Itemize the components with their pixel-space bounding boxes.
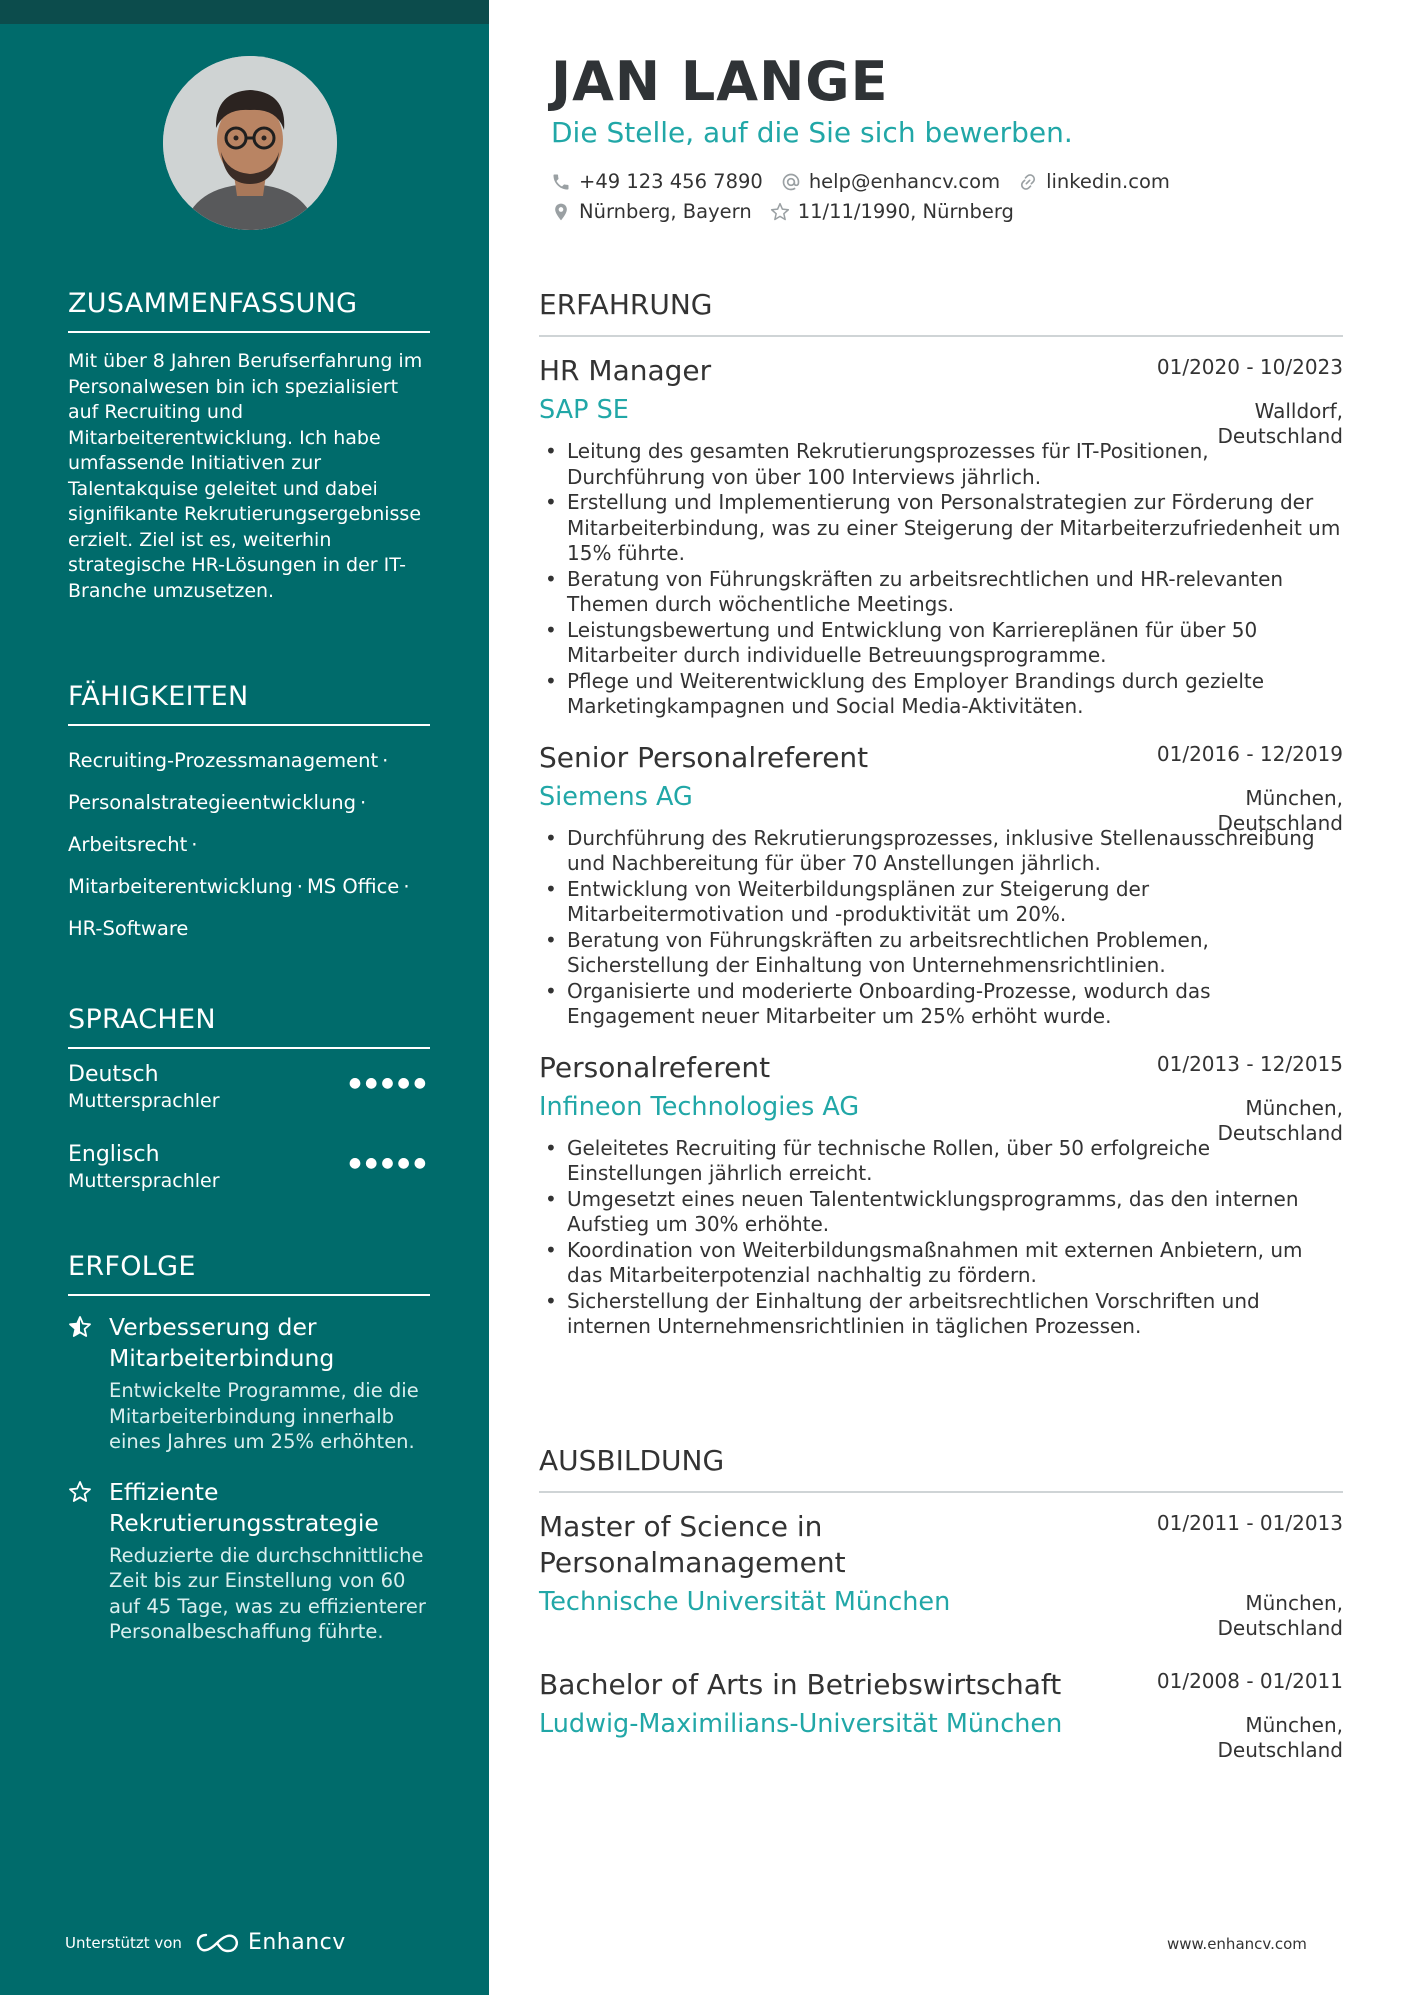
bullet-item: • Entwicklung von Weiterbildungsplänen zur Steigerung der Mitarbeitermotivation und -produktivität um 20%. <box>539 877 1343 928</box>
bullet-item: • Beratung von Führungskräften zu arbeitsrechtlichen Problemen, Sicherstellung der Einhaltung von Unternehmensrichtlinien. <box>539 928 1343 979</box>
skill-item: Mitarbeiterentwicklung <box>68 875 293 898</box>
location-city: München, <box>1245 1713 1343 1737</box>
candidate-name: JAN LANGE <box>551 50 889 113</box>
language-name: Englisch <box>68 1142 160 1167</box>
experience-bullets <box>539 826 1343 1030</box>
skill-separator: · <box>296 875 303 898</box>
achievements-section <box>68 1251 430 1645</box>
skill-separator: · <box>360 791 367 814</box>
languages-section <box>68 1004 430 1221</box>
skills-section <box>68 681 430 950</box>
experience-date: 01/2013 - 12/2015 <box>1156 1051 1343 1076</box>
phone-icon <box>551 172 571 192</box>
sidebar <box>0 0 489 1995</box>
enhancv-brand: Enhancv <box>247 1930 346 1955</box>
location-city: München, <box>1245 785 1343 810</box>
contact-row <box>551 170 1188 193</box>
experience-date: 01/2020 - 10/2023 <box>1156 355 1343 379</box>
achievement-item <box>68 1477 430 1645</box>
experience-title: Personalreferent <box>539 1050 771 1084</box>
education-school: Ludwig-Maximilians-Universität München <box>539 1709 1063 1739</box>
contact-phone[interactable] <box>551 170 763 193</box>
linkedin-text: linkedin.com <box>1046 170 1170 193</box>
bullet-item: • Geleitetes Recruiting für technische Rollen, über 50 erfolgreiche Einstellungen jährlich erreicht. <box>539 1136 1343 1187</box>
education-date: 01/2008 - 01/2011 <box>1156 1669 1343 1693</box>
contact-birth <box>770 200 1014 223</box>
profile-photo-image <box>163 56 337 230</box>
location-city: München, <box>1245 1095 1343 1120</box>
education-degree: Bachelor of Arts in Betriebswirtschaft <box>539 1668 1062 1701</box>
profile-photo <box>163 56 337 230</box>
education-school: Technische Universität München <box>539 1587 951 1617</box>
skill-separator: · <box>191 833 198 856</box>
contact-linkedin[interactable] <box>1018 170 1170 193</box>
experience-company: Infineon Technologies AG <box>539 1091 860 1122</box>
skill-row <box>68 824 430 866</box>
location-country: Deutschland <box>1217 1616 1343 1640</box>
skill-item: Personalstrategieentwicklung <box>68 791 356 814</box>
experience-title: Senior Personalreferent <box>539 740 869 774</box>
birth-text: 11/11/1990, Nürnberg <box>797 200 1014 223</box>
bullet-item: • Erstellung und Implementierung von Personalstrategien zur Förderung der Mitarbeiterbindung, was zu einer Steigerung der Mitarbeiterzufriedenheit um 15% führte. <box>539 490 1343 567</box>
star-icon <box>68 1480 92 1504</box>
summary-text: Mit über 8 Jahren Berufserfahrung im Personalwesen bin ich spezialisiert auf Recruiting und Mitarbeiterentwicklung. Ich habe umfassende Initiativen zur Talentakquise geleitet und dabei signifikante Rekrutierungsergebnisse erzielt. Ziel ist es, weiterhin strategische HR-Lösungen in der IT-Branche umzusetzen. <box>68 350 423 602</box>
skills-list <box>68 740 430 950</box>
star-half-icon <box>68 1315 92 1339</box>
achievement-description: Entwickelte Programme, die die Mitarbeiterbindung innerhalb eines Jahres um 25% erhöhten. <box>109 1379 419 1453</box>
education-heading: AUSBILDUNG <box>539 1444 1343 1493</box>
experience-entry <box>539 740 1343 1030</box>
language-item <box>68 1061 430 1141</box>
education-location <box>1218 1591 1344 1641</box>
enhancv-infinity-icon <box>194 1931 240 1955</box>
location-country: Deutschland <box>1217 424 1343 448</box>
experience-heading: ERFAHRUNG <box>539 288 1343 337</box>
skill-item: MS Office <box>306 875 400 898</box>
language-rating-dots: ●●●●● <box>348 1075 430 1091</box>
skill-row <box>68 866 430 908</box>
phone-text: +49 123 456 7890 <box>579 170 763 193</box>
contact-location <box>551 200 752 223</box>
experience-title: HR Manager <box>539 354 712 387</box>
location-pin-icon <box>551 202 571 222</box>
achievement-title: Effiziente Rekrutierungsstrategie <box>109 1477 379 1537</box>
language-level: Muttersprachler <box>68 1170 220 1192</box>
bullet-item: • Leitung des gesamten Rekrutierungsprozesses für IT-Positionen, Durchführung von über 100 Interviews jährlich. <box>539 439 1343 490</box>
language-level: Muttersprachler <box>68 1090 220 1112</box>
education-degree: Master of Science in Personalmanagement <box>539 1510 846 1579</box>
location-city: München, <box>1245 1591 1343 1615</box>
education-section <box>539 1444 1343 1762</box>
location-country: Deutschland <box>1217 1120 1343 1145</box>
location-country: Deutschland <box>1217 1738 1343 1762</box>
experience-date: 01/2016 - 12/2019 <box>1156 741 1343 766</box>
location-country: Deutschland <box>1217 810 1343 835</box>
education-location <box>1218 1713 1344 1763</box>
bullet-item: • Organisierte und moderierte Onboarding-Prozesse, wodurch das Engagement neuer Mitarbeiter um 25% erhöht wurde. <box>539 979 1343 1030</box>
skill-row <box>68 782 430 824</box>
email-text: help@enhancv.com <box>808 170 1001 193</box>
experience-company: SAP SE <box>539 395 629 425</box>
experience-bullets <box>539 439 1343 720</box>
star-outline-icon <box>770 202 790 222</box>
location-text: Nürnberg, Bayern <box>579 200 752 223</box>
job-title: Die Stelle, auf die Sie sich bewerben. <box>551 116 1073 149</box>
languages-heading: SPRACHEN <box>68 1004 430 1049</box>
bullet-item: • Koordination von Weiterbildungsmaßnahmen mit externen Anbietern, um das Mitarbeiterpotenzial nachhaltig zu fördern. <box>539 1238 1343 1289</box>
education-date: 01/2011 - 01/2013 <box>1156 1511 1343 1535</box>
education-entry <box>539 1509 1343 1640</box>
sidebar-top-bar <box>0 0 489 24</box>
experience-entry <box>539 1050 1343 1340</box>
experience-section <box>539 288 1343 1340</box>
enhancv-logo[interactable] <box>194 1930 346 1955</box>
experience-company: Siemens AG <box>539 781 693 812</box>
achievements-heading: ERFOLGE <box>68 1251 430 1296</box>
experience-bullets <box>539 1136 1343 1340</box>
bullet-item: • Sicherstellung der Einhaltung der arbeitsrechtlichen Vorschriften und internen Unternehmensrichtlinien in täglichen Prozessen. <box>539 1289 1343 1340</box>
bullet-item: • Beratung von Führungskräften zu arbeitsrechtlichen und HR-relevanten Themen durch wöchentliche Meetings. <box>539 567 1343 618</box>
link-icon <box>1018 172 1038 192</box>
summary-heading: ZUSAMMENFASSUNG <box>68 288 430 333</box>
contact-email[interactable] <box>781 170 1000 193</box>
language-item <box>68 1141 430 1221</box>
footer-website-link[interactable]: www.enhancv.com <box>1167 1935 1307 1953</box>
bullet-item: • Leistungsbewertung und Entwicklung von Karriereplänen für über 50 Mitarbeiter durch individuelle Betreuungsprogramme. <box>539 618 1343 669</box>
skills-heading: FÄHIGKEITEN <box>68 681 430 726</box>
education-entry <box>539 1667 1343 1762</box>
location-city: Walldorf, <box>1254 399 1343 423</box>
powered-by <box>65 1930 346 1955</box>
powered-by-label: Unterstützt von <box>65 1933 182 1952</box>
achievement-title: Verbesserung der Mitarbeiterbindung <box>109 1313 335 1372</box>
achievement-item <box>68 1312 430 1455</box>
bullet-item: • Pflege und Weiterentwicklung des Employer Brandings durch gezielte Marketingkampagnen und Social Media-Aktivitäten. <box>539 669 1343 720</box>
skill-row <box>68 740 430 782</box>
skill-separator: · <box>382 749 389 772</box>
contact-row <box>551 200 1032 223</box>
skill-separator: · <box>403 875 410 898</box>
at-icon <box>781 172 801 192</box>
bullet-item: • Durchführung des Rekrutierungsprozesses, inklusive Stellenausschreibung und Nachbereitung für über 70 Anstellungen jährlich. <box>539 826 1343 877</box>
language-rating-dots: ●●●●● <box>348 1155 430 1171</box>
language-name: Deutsch <box>68 1062 159 1087</box>
bullet-item: • Umgesetzt eines neuen Talententwicklungsprogramms, das den internen Aufstieg um 30% erhöhte. <box>539 1187 1343 1238</box>
skill-item: HR-Software <box>68 917 189 940</box>
skill-item: Arbeitsrecht <box>68 833 188 856</box>
skill-item: Recruiting-Prozessmanagement <box>68 749 379 772</box>
summary-section <box>68 288 430 604</box>
achievement-description: Reduzierte die durchschnittliche Zeit bis zur Einstellung von 60 auf 45 Tage, was zu effizienterer Personalbeschaffung führte. <box>109 1543 426 1643</box>
skill-row <box>68 908 430 950</box>
experience-entry <box>539 353 1343 720</box>
